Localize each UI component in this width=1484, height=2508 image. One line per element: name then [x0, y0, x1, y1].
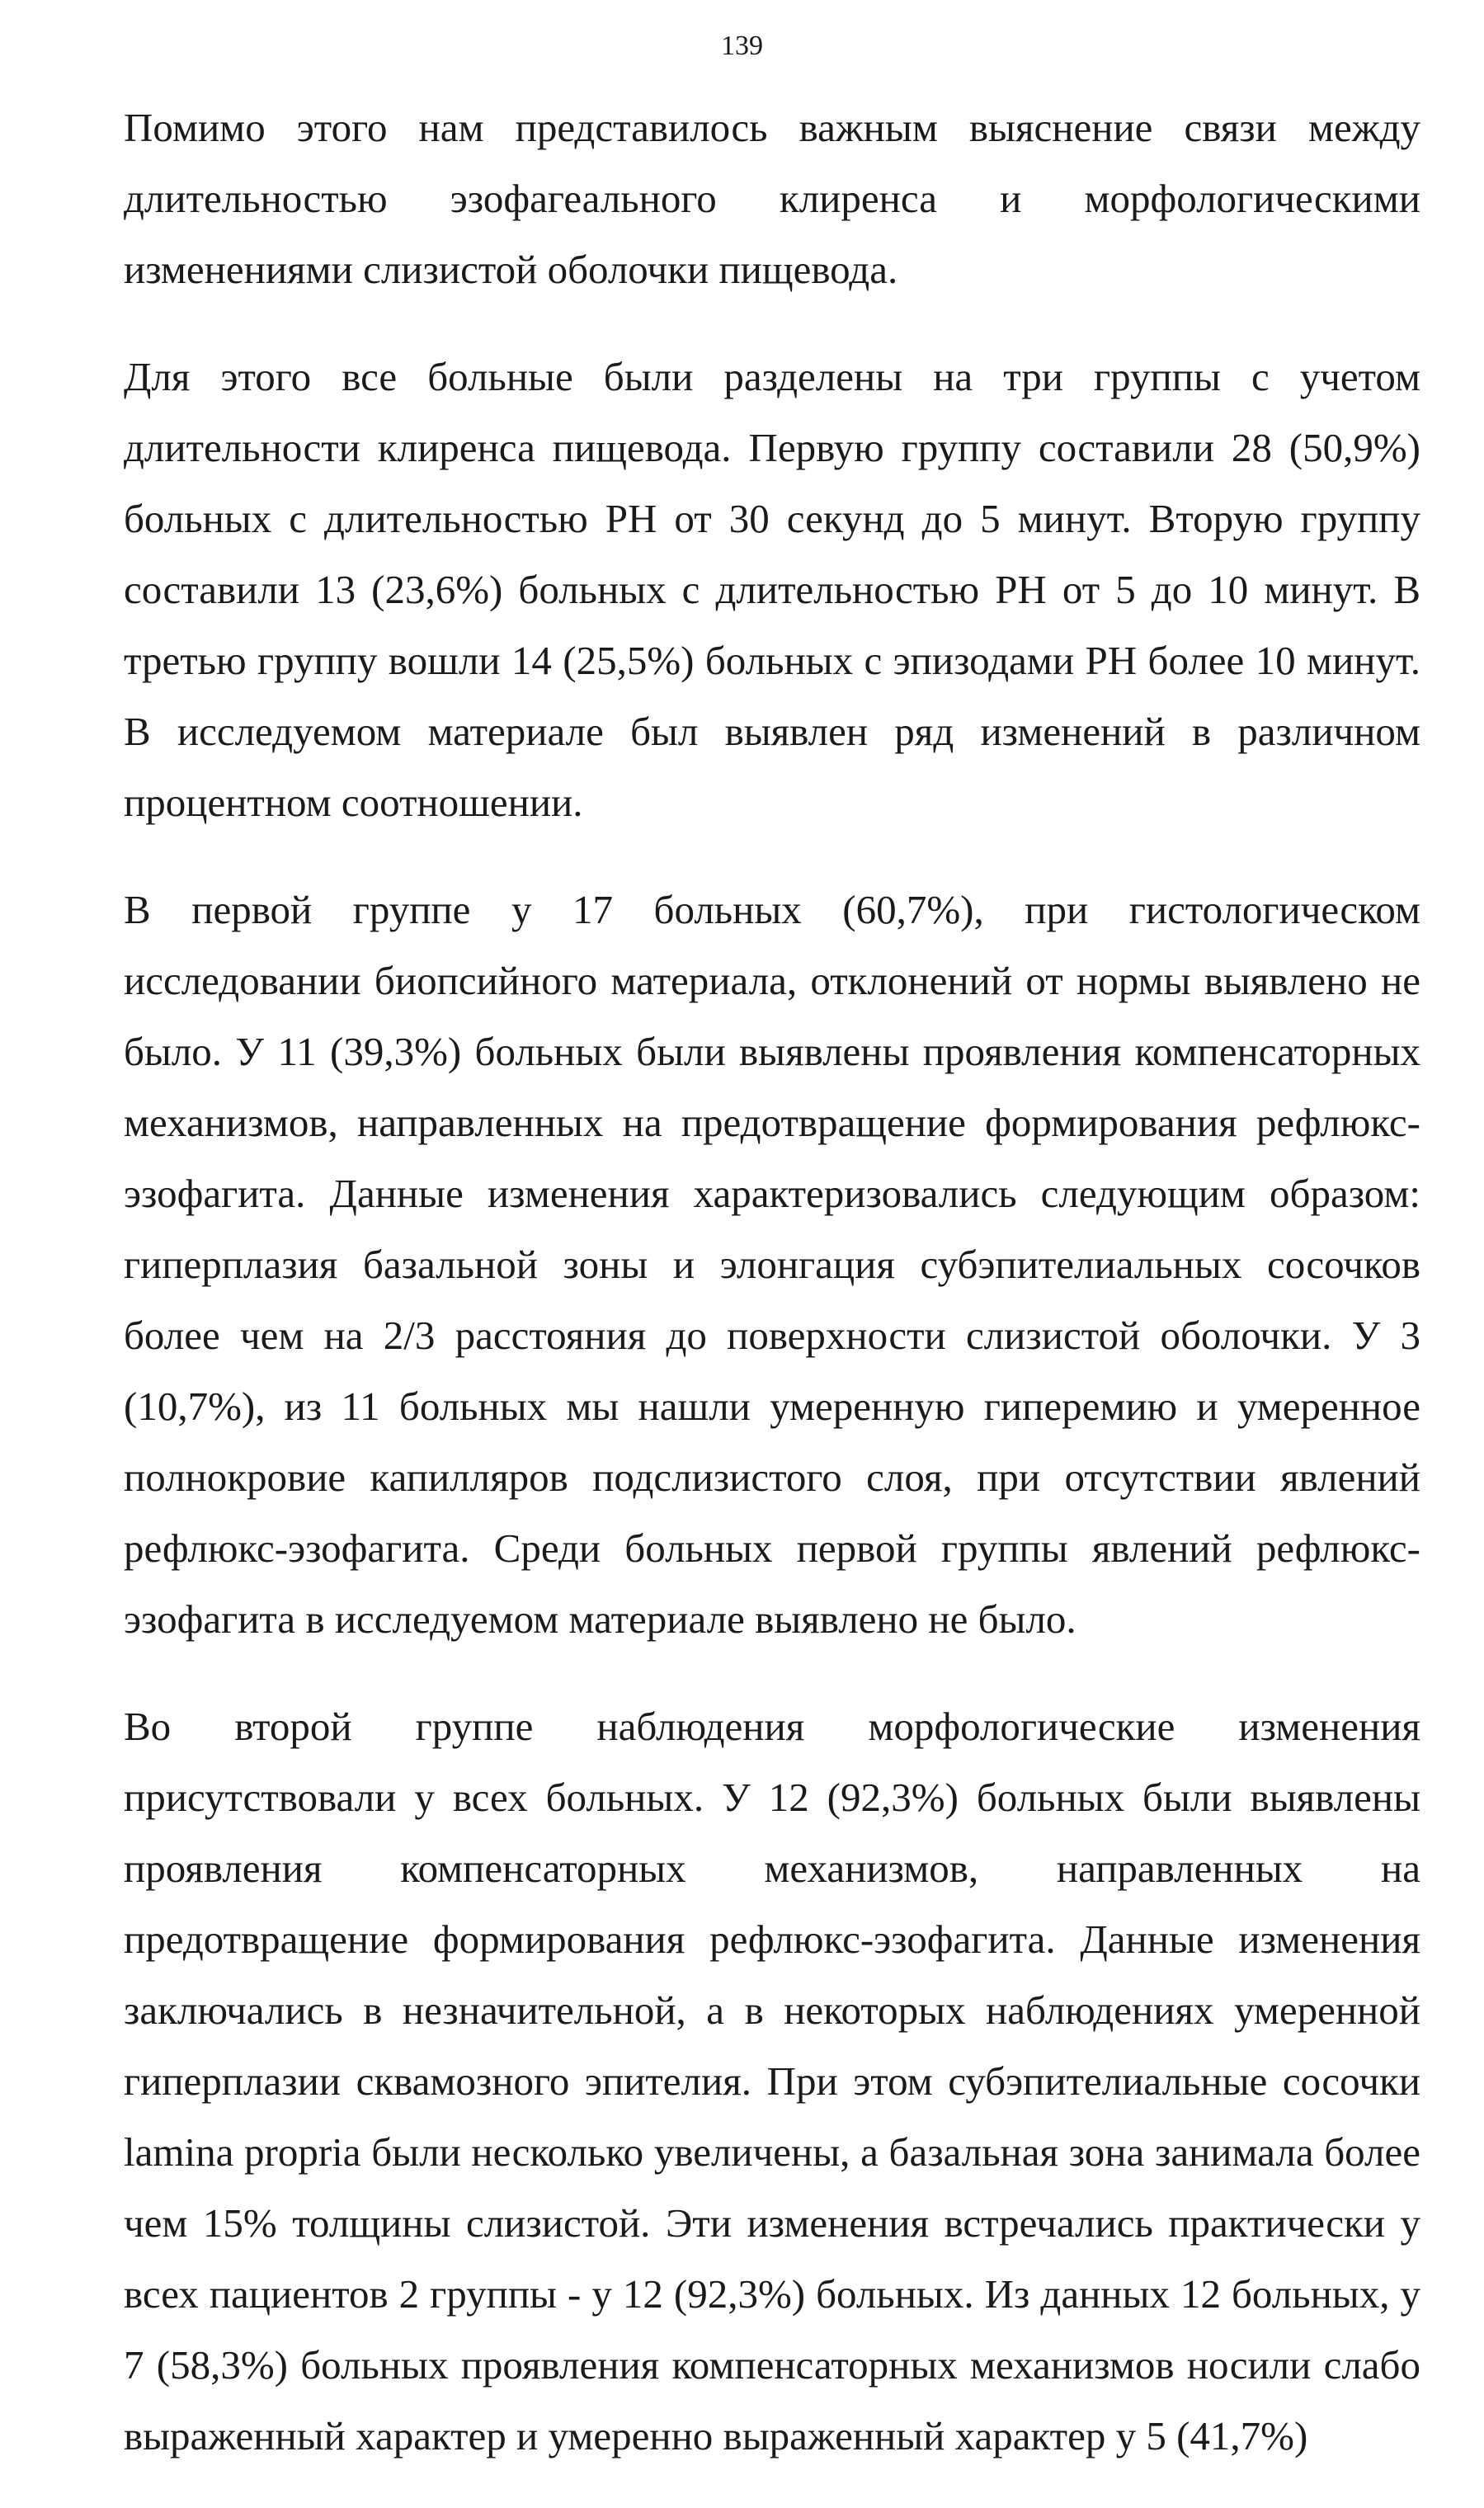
paragraph-4: Во второй группе наблюдения морфологические изменения присутствовали у всех больных. У 12 (92,3%) больных были выявлены проявления компенсаторных механизмов, направленных на предотвращение формирования рефлюкс-эзофагита. Данные изменения заключались в незначительной, а в некоторых наблюдениях умеренной гиперплазии сквамозного эпителия. При этом субэпителиальные сосочки lamina proprіa были несколько увеличены, а базальная зона занимала более чем 15% толщины слизистой. Эти изменения встречались практически у всех пациентов 2 группы - у 12 (92,3%) больных. Из данных 12 больных, у 7 (58,3%) больных проявления компенсаторных механизмов носили слабо выраженный характер и умеренно выраженный характер у 5 (41,7%) — [124, 1704, 1420, 2458]
body-text — [124, 92, 1420, 2508]
paragraph-1: Помимо этого нам представилось важным выяснение связи между длительностью эзофагеального клиренса и морфологическими изменениями слизистой оболочки пищевода. — [124, 105, 1420, 292]
paragraph-3: В первой группе у 17 больных (60,7%), при гистологическом исследовании биопсийного материала, отклонений от нормы выявлено не было. У 11 (39,3%) больных были выявлены проявления компенсаторных механизмов, направленных на предотвращение формирования рефлюкс-эзофагита. Данные изменения характеризовались следующим образом: гиперплазия базальной зоны и элонгация субэпителиальных сосочков более чем на 2/3 расстояния до поверхности слизистой оболочки. У 3 (10,7%), из 11 больных мы нашли умеренную гиперемию и умеренное полнокровие капилляров подслизистого слоя, при отсутствии явлений рефлюкс-эзофагита. Среди больных первой группы явлений рефлюкс-эзофагита в исследуемом материале выявлено не было. — [124, 887, 1420, 1642]
page-number: 139 — [721, 31, 763, 61]
paragraph-2: Для этого все больные были разделены на три группы с учетом длительности клиренса пищевода. Первую группу составили 28 (50,9%) больных с длительностью РН от 30 секунд до 5 минут. Вторую группу составили 13 (23,6%) больных с длительностью РН от 5 до 10 минут. В третью группу вошли 14 (25,5%) больных с эпизодами РН более 10 минут. В исследуемом материале был выявлен ряд изменений в различном процентном соотношении. — [124, 354, 1420, 825]
